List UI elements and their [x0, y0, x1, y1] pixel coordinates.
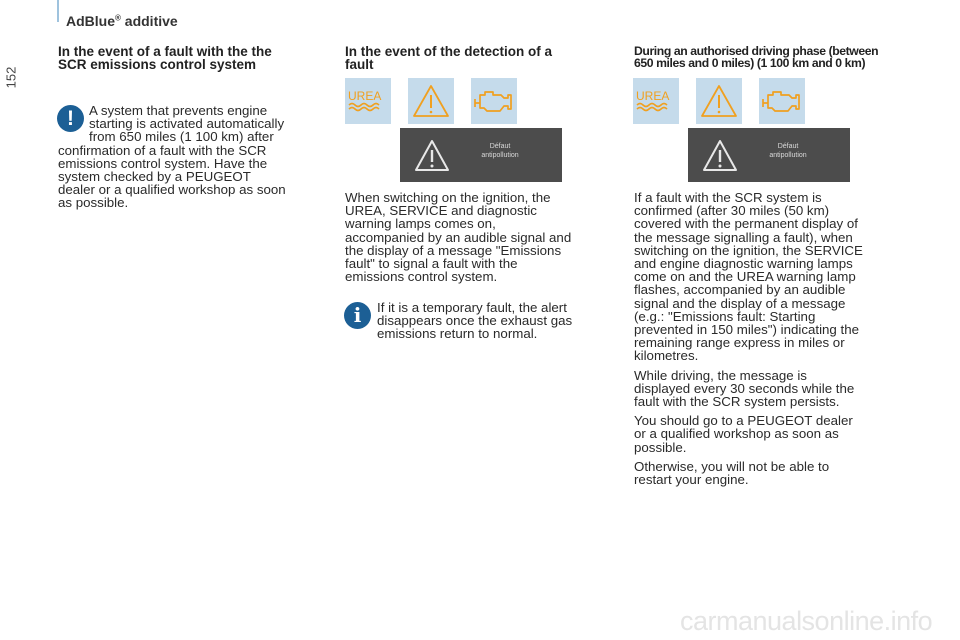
display-screen: [400, 128, 562, 182]
col3-line: and engine diagnostic warning lamps: [634, 256, 853, 272]
section-title: AdBlue: [66, 13, 115, 29]
service-warning-tile: [696, 78, 742, 124]
registered-mark: ®: [115, 13, 121, 23]
urea-icon: [345, 78, 391, 124]
warning-triangle-icon: [696, 78, 742, 124]
col3-line: While driving, the message is: [634, 367, 807, 383]
col1-line: system checked by a PEUGEOT: [58, 169, 251, 184]
col3-line: covered with the permanent display of: [634, 216, 858, 232]
col3-line: flashes, accompanied by an audible: [634, 282, 846, 298]
col1-line: from 650 miles (1 100 km) after: [89, 129, 274, 145]
col3-line: possible.: [634, 439, 687, 455]
display-line: antipollution: [481, 152, 519, 159]
col3-line: fault with the SCR system persists.: [634, 394, 840, 410]
info-icon: i: [344, 302, 371, 329]
col1-line: dealer or a qualified workshop as soon: [58, 182, 286, 198]
urea-warning-tile: [345, 78, 391, 124]
col3-body: [634, 191, 914, 492]
col2-heading-line: In the event of the detection of a: [345, 44, 553, 59]
urea-label: UREA: [636, 89, 670, 103]
col3-line: restart your engine.: [634, 472, 749, 488]
col3-line: confirmed (after 30 miles (50 km): [634, 203, 830, 219]
display-message: [758, 142, 818, 160]
col3-heading-line: During an authorised driving phase (between: [634, 44, 879, 58]
warning-triangle-icon: [408, 78, 454, 124]
urea-label: UREA: [348, 89, 382, 103]
col1-heading: [58, 45, 272, 71]
engine-icon: [471, 78, 517, 124]
urea-icon: [633, 78, 679, 124]
display-message: [470, 142, 530, 160]
col2-line: When switching on the ignition, the: [345, 190, 551, 205]
col3-line: or a qualified workshop as soon as: [634, 426, 839, 442]
section-header: [66, 13, 178, 29]
exclamation-icon: !: [57, 105, 84, 132]
col2-heading: [345, 45, 552, 71]
col2-info-line: emissions return to normal.: [377, 326, 538, 342]
col2-line: UREA, SERVICE and diagnostic: [345, 203, 537, 219]
col1-line: confirmation of a fault with the SCR: [58, 142, 267, 158]
col1-line: as possible.: [58, 195, 129, 211]
col2-info-line: disappears once the exhaust gas: [377, 313, 573, 329]
watermark: carmanualsonline.info: [680, 606, 933, 636]
col3-line: If a fault with the SCR system is: [634, 190, 822, 205]
col3-paragraph: [634, 414, 914, 454]
engine-diagnostic-tile: [471, 78, 517, 124]
col3-line: displayed every 30 seconds while the: [634, 380, 855, 396]
col1-line: emissions control system. Have the: [58, 155, 268, 171]
header-rule: [57, 0, 59, 22]
col2-line: fault" to signal a fault with the: [345, 256, 518, 272]
col1-heading-line: In the event of a fault with the the: [58, 44, 272, 59]
col3-line: switching on the ignition, the SERVICE: [634, 242, 863, 258]
col1-notice-text: [58, 144, 286, 210]
col2-info-text: [377, 301, 572, 341]
col1-line: A system that prevents engine: [89, 103, 268, 118]
display-line: Défaut: [489, 143, 511, 150]
col3-paragraph: [634, 460, 914, 486]
col3-heading: [634, 45, 878, 69]
display-screen: [688, 128, 850, 182]
urea-warning-tile: [633, 78, 679, 124]
col3-line: kilometres.: [634, 348, 699, 364]
section-title-suffix: additive: [120, 13, 178, 29]
col3-line: You should go to a PEUGEOT dealer: [634, 413, 853, 429]
display-line: Défaut: [777, 143, 799, 150]
col1-notice-text-indented: [89, 104, 284, 144]
col1-line: starting is activated automatically: [89, 116, 285, 132]
col1-heading-line: SCR emissions control system: [58, 57, 257, 72]
col3-paragraph: [634, 369, 914, 409]
col2-body: [345, 191, 571, 283]
warning-triangle-icon: [414, 138, 450, 174]
col3-line: the message signalling a fault), when: [634, 229, 853, 245]
page-number: 152: [3, 66, 19, 89]
col2-line: accompanied by an audible signal and: [345, 229, 572, 245]
col3-line: prevented in 150 miles") indicating the: [634, 322, 859, 338]
warning-triangle-icon: [702, 138, 738, 174]
col2-info-line: If it is a temporary fault, the alert: [377, 300, 567, 315]
col3-paragraph: [634, 191, 914, 363]
col3-heading-line: 650 miles and 0 miles) (1 100 km and 0 km): [634, 56, 866, 70]
col2-line: emissions control system.: [345, 269, 498, 285]
col2-heading-line: fault: [345, 57, 374, 72]
col3-line: remaining range express in miles or: [634, 335, 845, 351]
col2-line: the display of a message "Emissions: [345, 242, 562, 258]
col3-line: come on and the UREA warning lamp: [634, 269, 856, 285]
col3-line: signal and the display of a message: [634, 295, 846, 311]
engine-diagnostic-tile: [759, 78, 805, 124]
col3-line: Otherwise, you will not be able to: [634, 458, 830, 474]
display-line: antipollution: [769, 152, 807, 159]
col3-line: (e.g.: "Emissions fault: Starting: [634, 308, 816, 324]
service-warning-tile: [408, 78, 454, 124]
col2-line: warning lamps comes on,: [345, 216, 496, 232]
engine-icon: [759, 78, 805, 124]
